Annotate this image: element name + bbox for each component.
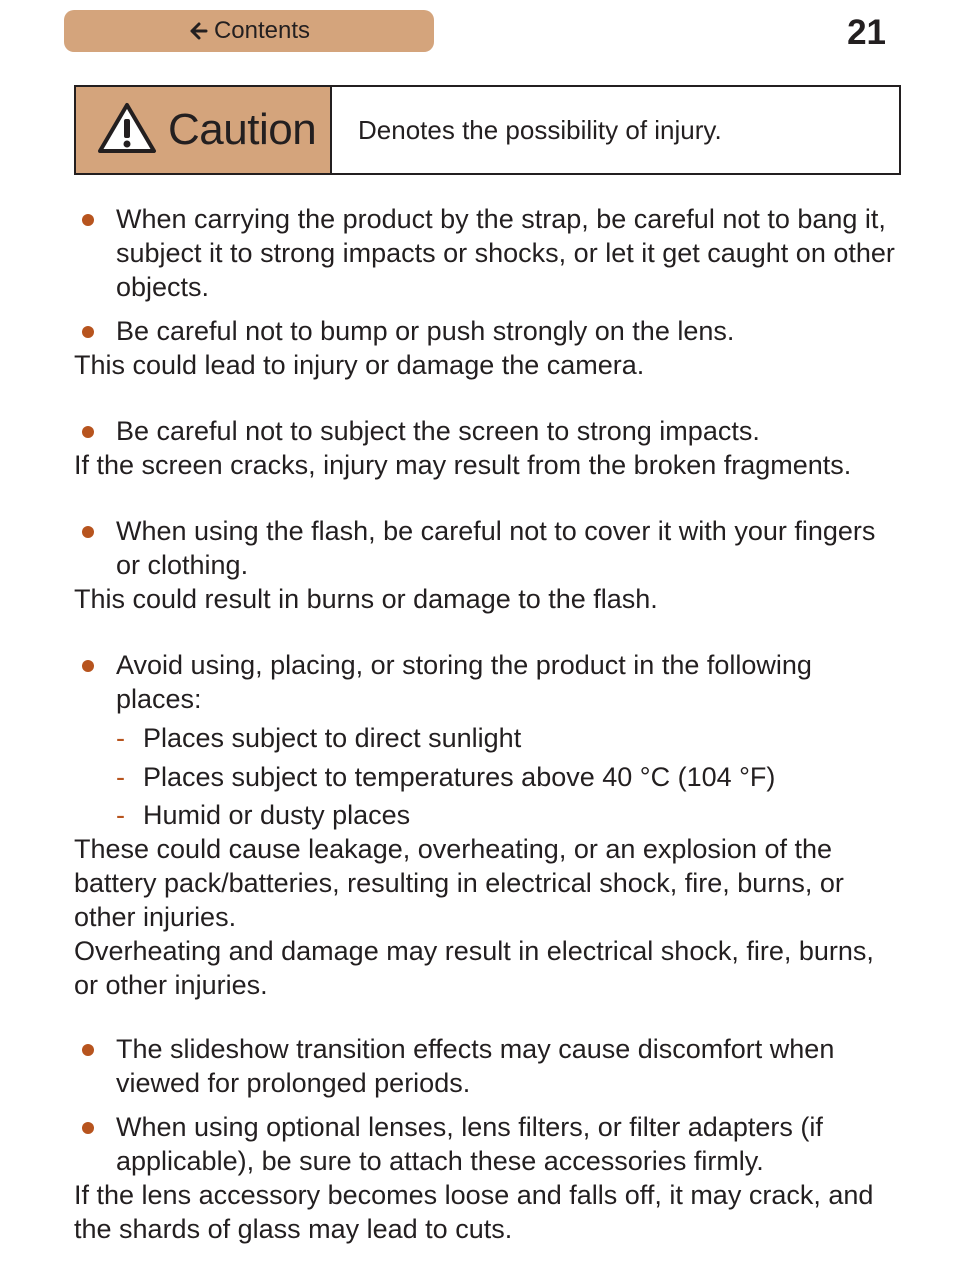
sub-list-item: [74, 760, 904, 794]
bullet-icon: [82, 214, 94, 226]
bullet-icon: [82, 526, 94, 538]
list-item: [74, 414, 904, 448]
list-item: [74, 1032, 904, 1100]
sub-item-text: Places subject to direct sunlight: [143, 723, 522, 753]
bullet-icon: [82, 1044, 94, 1056]
list-item: [74, 202, 904, 304]
caution-list: [74, 202, 904, 1246]
list-item: [74, 1110, 904, 1178]
dash-icon: -: [116, 762, 125, 792]
dash-icon: -: [116, 800, 125, 830]
dash-icon: -: [116, 723, 125, 753]
caution-label-cell: [76, 87, 332, 173]
item-note: If the screen cracks, injury may result from the broken fragments.: [74, 450, 852, 480]
item-text: When carrying the product by the strap, be careful not to bang it, subject it to strong impacts or shocks, or let it get caught on other objects.: [116, 204, 895, 302]
page-number: 21: [847, 13, 886, 52]
caution-box: [74, 85, 901, 175]
item-text: Avoid using, placing, or storing the product in the following places:: [116, 650, 812, 714]
sub-list-item: [74, 721, 904, 755]
contents-button[interactable]: [64, 10, 434, 52]
item-text: Be careful not to bump or push strongly on the lens.: [116, 316, 735, 346]
bullet-icon: [82, 1122, 94, 1134]
item-note: This could result in burns or damage to the flash.: [74, 584, 658, 614]
list-item: [74, 314, 904, 348]
bullet-icon: [82, 426, 94, 438]
item-text: When using the flash, be careful not to cover it with your fingers or clothing.: [116, 516, 876, 580]
list-item: [74, 514, 904, 582]
item-note: This could lead to injury or damage the camera.: [74, 350, 645, 380]
caution-description: Denotes the possibility of injury.: [358, 114, 722, 145]
item-note: If the lens accessory becomes loose and falls off, it may crack, and the shards of glass may lead to cuts.: [74, 1180, 874, 1244]
item-text: The slideshow transition effects may cause discomfort when viewed for prolonged periods.: [116, 1034, 835, 1098]
warning-icon: [96, 101, 158, 160]
sub-list-item: [74, 798, 904, 832]
item-text: Be careful not to subject the screen to strong impacts.: [116, 416, 760, 446]
item-note: These could cause leakage, overheating, or an explosion of the battery pack/batteries, resulting in electrical shock, fire, burns, or other injuries.: [74, 834, 844, 932]
arrow-left-icon: [188, 21, 208, 41]
bullet-icon: [82, 326, 94, 338]
item-note: Overheating and damage may result in electrical shock, fire, burns, or other injuries.: [74, 936, 874, 1000]
caution-title: Caution: [168, 105, 317, 154]
sub-item-text: Places subject to temperatures above 40 °C (104 °F): [143, 762, 776, 792]
bullet-icon: [82, 660, 94, 672]
item-text: When using optional lenses, lens filters, or filter adapters (if applicable), be sure to attach these accessories firmly.: [116, 1112, 823, 1176]
contents-label: Contents: [213, 17, 311, 44]
list-item: [74, 648, 904, 716]
sub-item-text: Humid or dusty places: [143, 800, 411, 830]
